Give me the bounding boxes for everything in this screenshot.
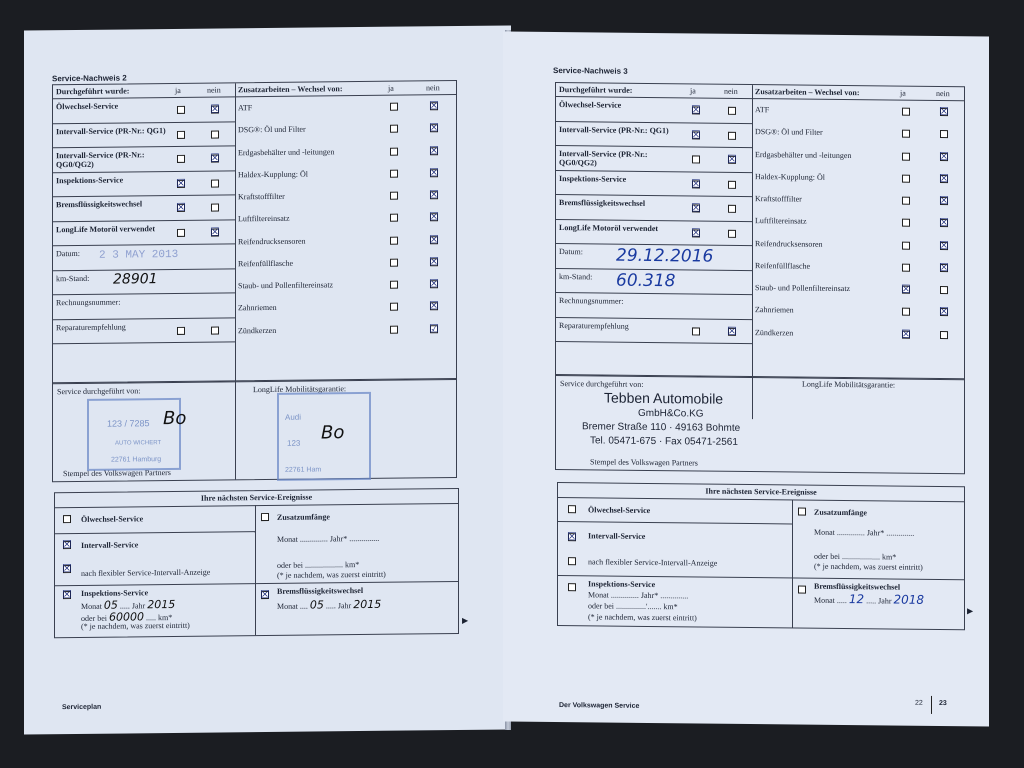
yes-checkbox[interactable] [390,259,398,267]
page-number-right: 23 [939,700,947,708]
next-inspection-km: oder bei 60000 ..... km* [81,610,173,624]
service-value: 60.318 [616,270,676,291]
brake-checkbox[interactable] [798,586,806,594]
header-yes: ja [388,83,394,93]
extras-row [752,121,964,145]
extras-row [752,188,964,212]
page-title: Service-Nachweis 3 [553,65,628,76]
service-value: 2 3 MAY 2013 [99,248,179,262]
header-yes: ja [175,85,181,95]
next-footnote: (* je nachdem, was zuerst eintritt) [588,612,697,623]
service-row [53,293,235,319]
no-checkbox[interactable] [728,180,736,188]
service-row [53,195,235,221]
no-checkbox[interactable]: ☒ [939,305,949,319]
next-brake: Bremsflüssigkeitswechsel [814,581,901,592]
next-flex: nach flexibler Service-Intervall-Anzeige [588,557,718,568]
service-row [556,293,752,320]
service-label: Rechnungsnummer: [56,297,121,308]
stamp-area [52,378,457,482]
extras-label: Erdgasbehälter und -leitungen [238,146,335,157]
header-extras: Zusatzarbeiten – Wechsel von: [238,84,343,95]
dealer-name: Tebben Automobile [604,389,724,407]
service-label: Datum: [559,247,583,257]
no-checkbox[interactable]: ☒ [939,105,949,119]
service-row [556,220,752,247]
signature: Bo [163,407,187,430]
next-footnote: (* je nachdem, was zuerst eintritt) [81,620,190,631]
no-checkbox[interactable] [211,204,219,212]
no-checkbox[interactable] [728,107,736,115]
extras-label: Erdgasbehälter und -leitungen [755,149,852,160]
no-checkbox[interactable]: ☒ [429,143,439,157]
next-events-table [54,488,459,638]
extras-label: Luftfiltereinsatz [755,216,807,226]
next-arrow-icon: ▶ [967,606,974,616]
yes-checkbox[interactable]: ☒ [901,327,911,341]
extras-row [235,140,456,165]
service-row [556,269,752,296]
yes-checkbox[interactable]: ☒ [176,200,186,214]
next-inspection-date: Monat 05 ..... Jahr 2015 [81,597,176,612]
yes-checkbox[interactable]: ☒ [691,225,701,240]
service-row [53,318,235,344]
no-checkbox[interactable]: ☒ [429,99,439,113]
next-inspection: Inspektions-Service [588,579,656,590]
inspection-checkbox[interactable] [568,583,576,591]
service-row [556,195,752,222]
next-events-table [557,482,965,630]
next-brake-date: Monat .... 05 ..... Jahr 2015 [277,597,382,612]
next-extras: Zusatzumfänge [277,512,330,522]
yes-checkbox[interactable] [390,125,398,133]
service-row [556,171,752,198]
no-checkbox[interactable] [211,179,219,187]
service-row [53,97,235,123]
extras-row [235,251,456,276]
service-label: Intervall-Service (PR-Nr.: QG0/QG2) [56,150,145,170]
service-label: Rechnungsnummer: [559,296,624,306]
header-no: nein [426,83,440,93]
yes-checkbox[interactable] [902,152,910,160]
service-label: Intervall-Service (PR-Nr.: QG1) [559,124,669,135]
next-events-title: Ihre nächsten Service-Ereignisse [55,489,458,508]
service-row [53,244,235,270]
extras-label: Zahnriemen [238,303,277,313]
extras-label: DSG®: Öl und Filter [755,127,823,138]
service-label: Reparaturempfehlung [559,320,629,331]
extras-label: Reifenfüllflasche [238,258,294,269]
service-row [53,146,235,172]
no-checkbox[interactable]: ☒ [210,102,220,116]
extras-row [235,184,456,209]
yes-checkbox[interactable] [902,130,910,138]
next-extras-footnote: (* je nachdem, was zuerst eintritt) [814,561,923,572]
service-label: Bremsflüssigkeitswechsel [56,199,143,210]
yes-checkbox[interactable] [390,303,398,311]
extras-label: Kraftstofffilter [755,194,802,204]
stamp-area [555,374,965,474]
header-no: nein [936,88,950,99]
page-title: Service-Nachweis 2 [52,73,127,84]
yes-checkbox[interactable]: ☒ [176,176,186,190]
extras-row [235,318,456,343]
yes-checkbox[interactable] [902,219,910,227]
yes-checkbox[interactable] [177,228,185,236]
no-checkbox[interactable]: ☒ [939,171,949,185]
header-no: nein [207,85,221,95]
next-inspection: Inspektions-Service [81,588,149,598]
extras-row [752,166,964,190]
no-checkbox[interactable]: ☒ [210,224,220,239]
yes-checkbox[interactable] [390,325,398,333]
yes-checkbox[interactable] [390,147,398,155]
header-extras: Zusatzarbeiten – Wechsel von: [755,87,860,98]
no-checkbox[interactable] [211,326,219,334]
extras-label: Zahnriemen [755,305,794,315]
extras-row [752,322,964,346]
extras-label: Reifendrucksensoren [238,236,306,246]
dealer-phone: Tel. 05471-675 · Fax 05471-2561 [590,435,738,448]
service-label: LongLife Motoröl verwendet [559,222,659,233]
next-extras-km: oder bei ................... km* [277,560,360,570]
service-table [52,80,457,384]
no-checkbox[interactable] [940,286,948,294]
service-label: Datum: [56,248,80,259]
next-extras-month: Monat .............. Jahr* ............... [277,533,380,544]
no-checkbox[interactable] [728,205,736,213]
service-label: Inspektions-Service [56,175,124,185]
service-row [53,122,235,148]
extras-label: ATF [755,105,770,115]
service-value: 29.12.2016 [616,245,714,267]
next-interval: Intervall-Service [81,540,139,550]
yes-checkbox[interactable] [902,108,910,116]
service-label: km-Stand: [56,273,90,283]
no-checkbox[interactable]: ☒ [429,166,439,180]
yes-checkbox[interactable] [390,236,398,244]
no-checkbox[interactable]: ☒ [429,232,439,246]
stamp-label: Stempel des Volkswagen Partners [63,468,171,479]
next-flex: nach flexibler Service-Intervall-Anzeige [81,567,211,578]
left-page [24,25,511,734]
stamp-line: 22761 Ham [285,466,322,474]
no-checkbox[interactable] [211,130,219,138]
service-label: Intervall-Service (PR-Nr.: QG0/QG2) [559,149,648,168]
service-row [556,318,752,345]
extras-row [752,277,964,301]
service-label: LongLife Motoröl verwendet [56,223,156,234]
service-row [556,146,752,173]
yes-checkbox[interactable] [692,327,700,335]
extras-label: Luftfiltereinsatz [238,214,290,224]
stamp-line: 123 / 7285 [107,418,150,429]
no-checkbox[interactable]: ☒ [429,210,439,224]
extras-checkbox[interactable] [798,508,806,516]
extras-label: Reifenfüllflasche [755,261,811,271]
stamp-line: AUTO WICHERT [115,440,162,447]
service-label: km-Stand: [559,271,593,281]
header-no: nein [724,86,738,96]
oil-checkbox[interactable] [63,515,71,523]
inspection-checkbox[interactable]: ☒ [62,588,72,602]
no-checkbox[interactable] [728,131,736,139]
extras-checkbox[interactable] [261,513,269,521]
yes-checkbox[interactable] [390,103,398,111]
extras-row [235,206,456,231]
next-extras-km: oder bei ................... km* [814,551,897,562]
no-checkbox[interactable] [940,130,948,138]
extras-label: ATF [238,103,253,113]
extras-row [752,144,964,168]
page-footer: Der Volkswagen Service [559,702,640,710]
extras-row [752,255,964,279]
service-row [53,171,235,197]
yes-checkbox[interactable]: ☒ [691,103,701,117]
extras-row [235,295,456,320]
service-label: Ölwechsel-Service [559,100,622,110]
yes-checkbox[interactable] [692,155,700,163]
yes-checkbox[interactable] [902,264,910,272]
extras-row [235,273,456,298]
next-arrow-icon: ▶ [462,615,469,625]
yes-checkbox[interactable] [390,169,398,177]
no-checkbox[interactable]: ☒ [429,121,439,135]
extras-row [235,95,456,120]
page-number-left: 22 [915,699,923,707]
header-performed: Durchgeführt wurde: [56,86,130,97]
header-yes: ja [690,86,696,96]
no-checkbox[interactable]: ☑ [429,321,439,336]
longlife-label: LongLife Mobilitätsgarantie: [802,379,896,390]
service-row [556,244,752,271]
extras-label: Kraftstofffilter [238,191,285,202]
extras-label: Zündkerzen [755,327,794,338]
yes-checkbox[interactable]: ☒ [691,127,701,142]
interval-checkbox[interactable]: ☒ [62,538,72,552]
service-label: Reparaturempfehlung [56,321,126,332]
service-by-label: Service durchgeführt von: [560,379,644,389]
service-row [556,122,752,149]
service-value: 28901 [113,270,158,288]
no-checkbox[interactable]: ☒ [429,299,439,313]
next-brake: Bremsflüssigkeitswechsel [277,585,364,596]
no-checkbox[interactable]: ☒ [939,260,949,275]
extras-row [752,300,964,324]
yes-checkbox[interactable]: ☒ [691,176,701,191]
next-inspection-km: oder bei ...............'....... km* [588,601,678,612]
no-checkbox[interactable]: ☒ [429,277,439,291]
no-checkbox[interactable]: ☒ [429,255,439,269]
header-yes: ja [900,88,906,98]
no-checkbox[interactable]: ☒ [429,188,439,202]
yes-checkbox[interactable] [902,308,910,316]
extras-row [752,99,964,123]
right-page [503,31,989,726]
yes-checkbox[interactable] [177,106,185,114]
dealer-address: Bremer Straße 110 · 49163 Bohmte [582,421,741,434]
interval-checkbox[interactable]: ☒ [567,530,577,544]
no-checkbox[interactable]: ☒ [939,238,949,252]
next-extras: Zusatzumfänge [814,507,867,518]
next-oil: Ölwechsel-Service [81,514,144,524]
service-table [555,82,965,380]
service-row [53,220,235,246]
extras-label: DSG®: Öl und Filter [238,124,306,135]
extras-label: Staub- und Pollenfiltereinsatz [238,280,334,291]
yes-checkbox[interactable] [390,214,398,222]
yes-checkbox[interactable] [902,174,910,182]
service-by-label: Service durchgeführt von: [57,386,141,397]
service-row [53,269,235,295]
extras-row [752,233,964,257]
yes-checkbox[interactable] [902,197,910,205]
service-label: Inspektions-Service [559,173,627,184]
yes-checkbox[interactable] [390,192,398,200]
next-extras-month: Monat .............. Jahr* .............. [814,527,915,538]
extras-label: Haldex-Kupplung: Öl [755,171,825,182]
extras-label: Zündkerzen [238,325,277,336]
yes-checkbox[interactable] [390,281,398,289]
page-number-divider [931,696,932,714]
service-label: Intervall-Service (PR-Nr.: QG1) [56,125,166,136]
dealer-company: GmbH&Co.KG [638,407,704,420]
stamp-label: Stempel des Volkswagen Partners [590,457,698,468]
oil-checkbox[interactable] [568,505,576,513]
brake-checkbox[interactable]: ☒ [260,587,270,602]
extras-label: Haldex-Kupplung: Öl [238,169,308,180]
service-label: Bremsflüssigkeitswechsel [559,198,646,208]
header-performed: Durchgeführt wurde: [559,85,633,95]
no-checkbox[interactable]: ☒ [210,151,220,165]
next-interval: Intervall-Service [588,531,646,541]
extras-row [235,229,456,254]
next-brake-date: Monat ..... 12 ..... Jahr 2018 [814,592,925,607]
next-extras-footnote: (* je nachdem, was zuerst eintritt) [277,569,386,580]
no-checkbox[interactable]: ☒ [939,216,949,230]
page-footer: Serviceplan [62,703,102,712]
yes-checkbox[interactable]: ☒ [901,282,911,296]
no-checkbox[interactable] [728,229,736,237]
no-checkbox[interactable] [940,331,948,339]
stamp-line: Audi [285,412,302,422]
longlife-label: LongLife Mobilitätsgarantie: [253,384,347,395]
extras-label: Staub- und Pollenfiltereinsatz [755,283,851,294]
no-checkbox[interactable]: ☒ [727,152,737,166]
yes-checkbox[interactable] [902,241,910,249]
no-checkbox[interactable]: ☒ [727,324,737,338]
extras-row [235,117,456,142]
extras-label: Reifendrucksensoren [755,238,823,249]
yes-checkbox[interactable] [177,326,185,334]
yes-checkbox[interactable] [177,130,185,138]
stamp-line: 22761 Hamburg [111,456,162,464]
yes-checkbox[interactable] [177,155,185,163]
stamp-line: 123 [287,438,301,448]
no-checkbox[interactable]: ☒ [939,194,949,208]
next-oil: Ölwechsel-Service [588,505,651,515]
yes-checkbox[interactable]: ☒ [691,201,701,215]
no-checkbox[interactable]: ☒ [939,149,949,163]
extras-row [752,210,964,234]
flex-checkbox[interactable] [568,557,576,565]
extras-row [235,162,456,187]
service-label: Ölwechsel-Service [56,101,119,112]
next-events-title: Ihre nächsten Service-Ereignisse [558,483,964,502]
flex-checkbox[interactable]: ☒ [62,562,72,576]
service-row [556,97,752,124]
signature: Bo [321,422,345,444]
next-inspection-date: Monat .............. Jahr* .............. [588,590,689,601]
